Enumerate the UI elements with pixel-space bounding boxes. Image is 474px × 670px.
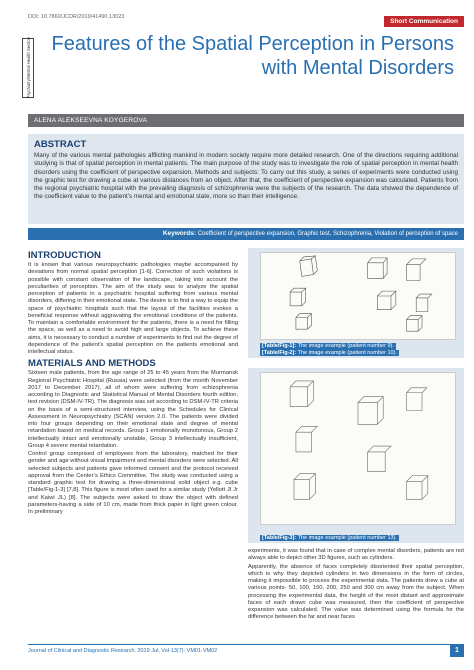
figure-1-2-box [248,248,464,358]
left-column [28,248,238,638]
figure-1-text: The image example (patient number 9). [297,343,394,349]
page-number: 1 [450,645,464,657]
figure-1-label: [Table/Fig-1]: [262,343,297,349]
abstract-box [28,134,464,224]
methods-heading: MATERIALS AND METHODS [28,358,156,370]
side-tab [22,38,34,98]
figure-3-box [248,368,464,543]
figure-1-2-caption [260,343,399,356]
figure-3-label: [Table/Fig-3]: [262,534,297,541]
footer-journal: Journal of Clinical and Diagnostic Research. 2019 Jul, Vol-13(7): VM01-VM02 [28,648,218,654]
figure-2-text: The image example (patient number 10). [297,349,397,356]
footer-divider [28,644,464,645]
keywords-label: Keywords: [162,230,197,237]
intro-heading: INTRODUCTION [28,250,101,261]
figure-2-label: [Table/Fig-2]: [262,349,297,356]
right-column-text [248,548,464,640]
figure-3-image [260,372,456,525]
article-title: Features of the Spatial Perception in Persons with Mental Disorders [51,33,454,79]
right-paragraph-2: Apparently, the absence of faces completely disoriented their spatial perception, which is why they depicted cylinders in two dimensions in the form of circles, making it impossible to process the experimental data. The patients drew a cube at various points- 50, 100, 150, 200, 250 and 300 cm away from the subject. When processing the experimental data, the height of the most distant and approximate faces of each drawn cube was measured, then the coefficient of perspective expansion was calculated. The value was determined using the formula for the difference between the far and near faces [248,563,464,621]
figure-3-caption [260,535,399,542]
section-badge: Short Communication [384,16,464,27]
side-tab-label: Psychiatry/Mental Health Section [25,37,31,99]
figure-3-text: The image example (patient number 13). [297,534,397,541]
figure-1-2-image [260,252,456,340]
keywords-text: Coefficient of perspective expansion, Graphic test, Schizophrenia, Violation of perception of space [197,231,458,237]
author-bar: ALENA ALEKSEEVNA KOYGEROVA [28,114,464,127]
abstract-heading: ABSTRACT [34,139,87,150]
doi-text: DOI: 10.7860/JCDR/2019/41490.13023 [28,14,125,20]
right-paragraph-1: experiments, it was found that in case of complex mental disorders, patients are not always able to depict other 3D figures, such as cylinders. [248,548,464,562]
cube-drawings-3 [261,373,455,524]
methods-paragraph-1: Sixteen male patients, from the age range of 25 to 45 years from the Murmansk Regional Psychiatric Hospital (Russia) were selected (from the month November 2017 to December 2017), all of whom were suffering from schizophrenia according to Diagnostic and Statistical Manual of Mental Disorders fourth edition, text revision (DSM-IV-TR). The diagnosis was set according to DSM-IV-TR criteria on the basis of a semi-structured interview, using the Schedules for Clinical Assessment in Neuropsychiatry (SCAN) version 2.0. The patients were divided into four groups depending on their emotional state and degree of mental retardation based on medical records. Group 1 emotionally monotonous, Group 2 intellectually intact and emotionally unstable, Group 3 intellectually insufficient, Group 4 severe mental retardation. [28,370,238,449]
methods-paragraph-2: Control group comprised of employees from the laboratory, matched for their gender and age without visual impairment and mental disorders were selected. All selected subjects and patients gave informed consent and the protocol received approval from the Center’s Ethics Committee. The study was conducted using a standard graphic test for drawing a three-dimensional solid object e.g. cube [Table/Fig-1-3] [7,8]. This figure is most often used for a similar study (Yellott JI Jr and Kaiwi JL) [8]. The subjects were asked to draw the object with defined parameters-having a side of 10 cm, made from thick paper in light green colour. In preliminary [28,451,238,515]
abstract-text: Many of the various mental pathologies afflicting mankind in modern society require more detailed research. One of the directions requiring additional studying is that of spatial perception in mental patients. The main purpose of the study was to investigate the role of spatial perception in mental health disorders using the coefficient of perspective expansion. Methods and subjects: To carry out this study, a series of experiments were conducted using the graphic test for drawing a cube at various distances from an object. After that, the coefficient of perspective expansion was calculated. Patients from the regional psychiatric hospital with the prevailing diagnosis of schizophrenia were the subjects of the research. The data showed the dependence of the coefficient value to the patient’s mental and emotional state, more so than their intelligence. [34,152,458,201]
intro-paragraph: It is known that various neuropsychiatric pathologies maybe accompanied by deviations from normal spatial perception [1-6]. Correction of such violations is possible with constant observation of the landscape, taking into account the peculiarities of perception. The aim of the study was to analyze the spatial perception of patients in a psychiatric hospital suffering from various mental disorders, differing in their emotional state. The desire is to find a way to equip the space of psychiatric hospitals such that the layout of the facilities evokes a beneficial response without aggravating the emotional conditions of the patients. To maintain a comfortable environment for the patients, there is a need for filling the space, as well as a need to avoid high and large objects. To achieve these aims, it is necessary to conduct a number of experiments to find out the degree of dependence of the patient’s spatial perception on the patients emotional and intellectual status. [28,262,238,355]
keywords-bar [28,228,464,240]
cube-drawings-1 [261,253,455,339]
